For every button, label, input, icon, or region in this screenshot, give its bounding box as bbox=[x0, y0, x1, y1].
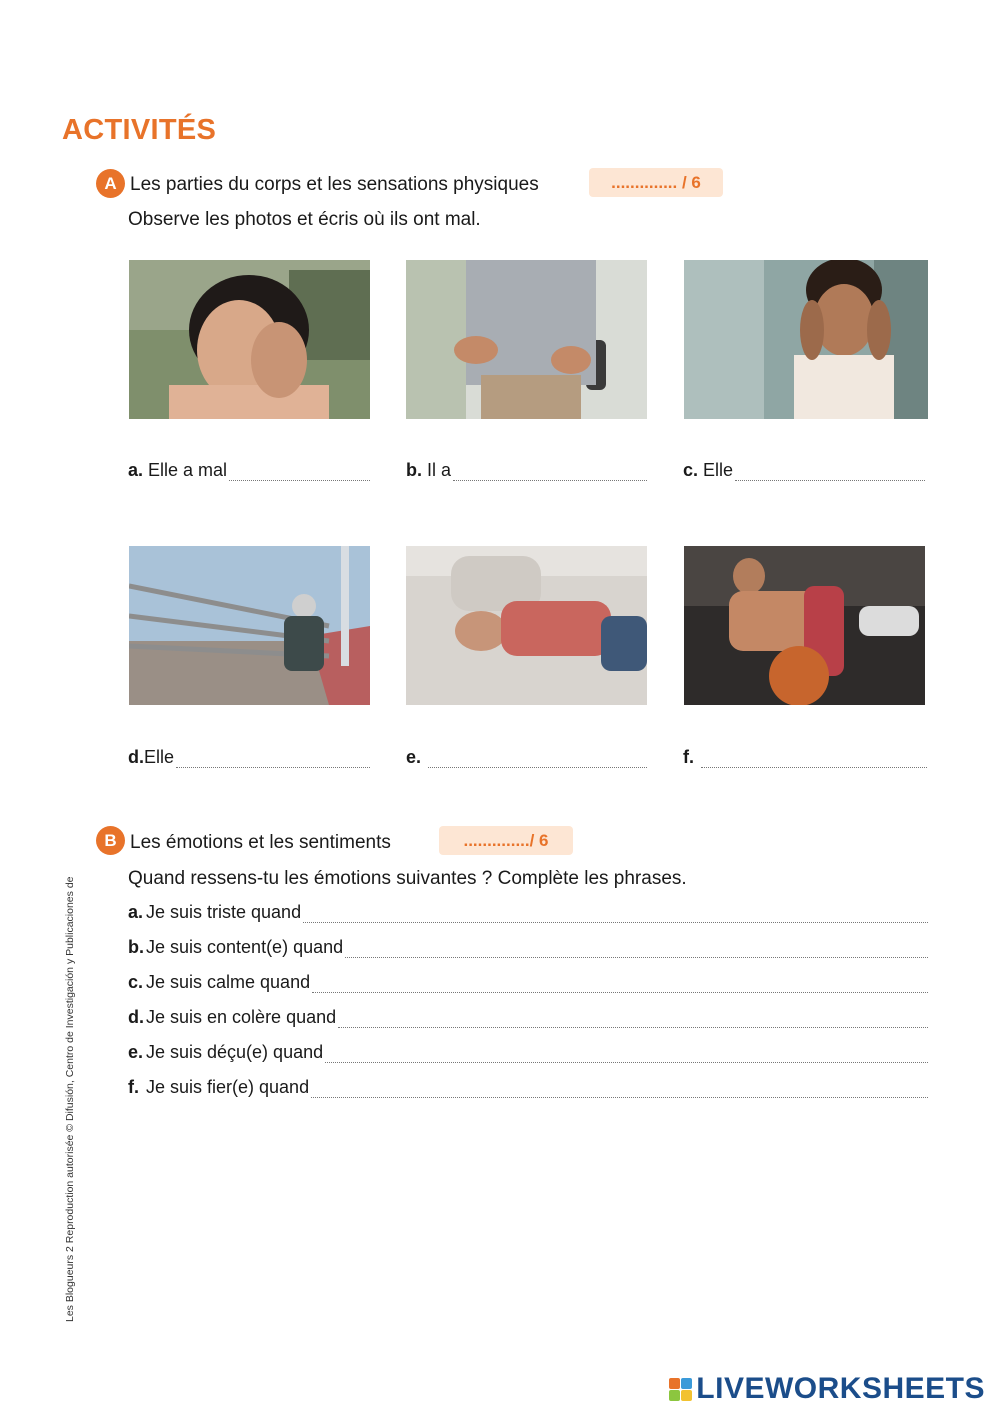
item-letter: e. bbox=[128, 1042, 144, 1062]
item-letter: e. bbox=[406, 747, 422, 767]
item-letter: a. bbox=[128, 460, 144, 480]
sentence-c[interactable] bbox=[128, 972, 928, 993]
sentence-c-blank[interactable] bbox=[312, 980, 928, 993]
liveworksheets-logo-text: LIVEWORKSHEETS bbox=[696, 1372, 985, 1405]
sentence-text: Je suis triste quand bbox=[146, 902, 302, 922]
sentence-text: Je suis déçu(e) quand bbox=[146, 1042, 324, 1062]
section-a-score: .............. / 6 bbox=[589, 168, 723, 197]
item-letter: d. bbox=[128, 747, 144, 767]
sentence-d-blank[interactable] bbox=[338, 1015, 928, 1028]
sentence-b[interactable] bbox=[128, 937, 928, 958]
sentence-f[interactable] bbox=[128, 1077, 928, 1098]
item-letter: f. bbox=[683, 747, 694, 767]
photo-man-stomach-pain bbox=[406, 546, 647, 705]
section-b-instruction: Quand ressens-tu les émotions suivantes ? Complète les phrases. bbox=[128, 868, 687, 889]
photo-woman-eye-pain bbox=[129, 260, 370, 419]
answer-b[interactable] bbox=[406, 460, 647, 481]
liveworksheets-logo-icon bbox=[669, 1378, 692, 1401]
item-prefix: Elle bbox=[703, 460, 734, 480]
item-prefix: Elle bbox=[144, 747, 175, 767]
item-letter: c. bbox=[128, 972, 144, 992]
answer-b-blank[interactable] bbox=[453, 466, 647, 481]
sentence-f-blank[interactable] bbox=[311, 1085, 928, 1098]
answer-f-blank[interactable] bbox=[701, 753, 927, 768]
sentence-b-blank[interactable] bbox=[345, 945, 928, 958]
item-letter: d. bbox=[128, 1007, 144, 1027]
item-letter: a. bbox=[128, 902, 144, 922]
sentence-text: Je suis en colère quand bbox=[146, 1007, 337, 1027]
item-prefix: Il a bbox=[427, 460, 452, 480]
section-b-badge: B bbox=[96, 826, 125, 855]
answer-c-blank[interactable] bbox=[735, 466, 925, 481]
item-letter: b. bbox=[406, 460, 422, 480]
answer-e-blank[interactable] bbox=[428, 753, 647, 768]
section-a-badge: A bbox=[96, 169, 125, 198]
sentence-d[interactable] bbox=[128, 1007, 928, 1028]
answer-a-blank[interactable] bbox=[229, 466, 370, 481]
answer-d-blank[interactable] bbox=[176, 753, 370, 768]
sentence-a-blank[interactable] bbox=[303, 910, 928, 923]
item-letter: c. bbox=[683, 460, 699, 480]
answer-c[interactable] bbox=[683, 460, 925, 481]
answer-e[interactable] bbox=[406, 747, 647, 768]
item-prefix: Elle a mal bbox=[148, 460, 228, 480]
answer-a[interactable] bbox=[128, 460, 370, 481]
section-a-instruction: Observe les photos et écris où ils ont mal. bbox=[128, 209, 481, 230]
sentence-e-blank[interactable] bbox=[325, 1050, 928, 1063]
sentence-a[interactable] bbox=[128, 902, 928, 923]
answer-d[interactable] bbox=[128, 747, 370, 768]
sentence-text: Je suis calme quand bbox=[146, 972, 311, 992]
photo-woman-headache bbox=[684, 260, 928, 419]
sentence-text: Je suis content(e) quand bbox=[146, 937, 344, 957]
photo-woman-knee-pain bbox=[129, 546, 370, 705]
sentence-e[interactable] bbox=[128, 1042, 928, 1063]
section-a-title: Les parties du corps et les sensations physiques bbox=[130, 174, 539, 195]
answer-f[interactable] bbox=[683, 747, 927, 768]
photo-man-basketball-knee bbox=[684, 546, 925, 705]
sentence-text: Je suis fier(e) quand bbox=[146, 1077, 310, 1097]
photo-man-back-pain bbox=[406, 260, 647, 419]
page-title: ACTIVITÉS bbox=[62, 114, 217, 146]
liveworksheets-logo[interactable] bbox=[669, 1372, 985, 1406]
section-b-score: ............../ 6 bbox=[439, 826, 573, 855]
item-letter: f. bbox=[128, 1077, 139, 1097]
item-letter: b. bbox=[128, 937, 144, 957]
section-b-title: Les émotions et les sentiments bbox=[130, 832, 391, 853]
copyright-credit: Les Blogueurs 2 Reproduction autorisée © Difusión, Centro de Investigación y Publicaciones de bbox=[64, 876, 76, 1322]
